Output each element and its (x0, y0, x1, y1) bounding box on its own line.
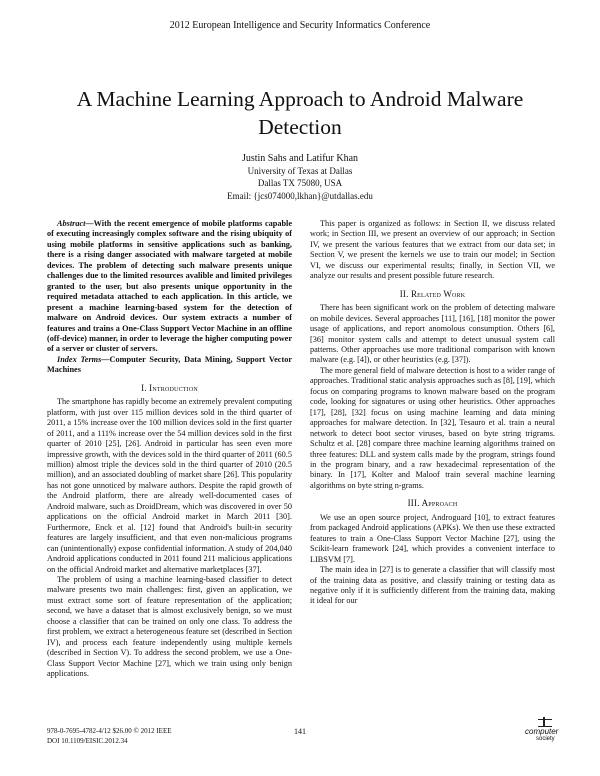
intro-paragraph-3: This paper is organized as follows: in Section II, we discuss related work; in Section III, we present an overview of our approach; in Section IV, we present the various features that we extract from our data set; in Section V, we present the kernels we use to train our model; in Section VI, we discuss our experimental results; finally, in Section VII, we analyze our results and present possible future research. (310, 219, 555, 281)
approach-paragraph-1: We use an open source project, Androguard [10], to extract features from packaged Android applications (APKs). We then use these extracted features to train a One-Class Support Vector Machine [27], using the Scikit-learn framework [24], which provides a convenient interface to LIBSVM [7]. (310, 512, 555, 564)
index-terms (47, 355, 292, 376)
author-email: Email: {jcs074000,lkhan}@utdallas.edu (227, 190, 373, 201)
author-block (0, 152, 600, 202)
logo-line-1: computer (525, 727, 559, 736)
author-affiliation: University of Texas at Dallas (247, 166, 353, 176)
right-column (310, 219, 555, 607)
footer-doi: DOI 10.1109/EISIC.2012.34 (47, 736, 128, 745)
computer-society-mark-icon (538, 719, 552, 727)
abstract-label: Abstract (57, 219, 86, 228)
left-column (47, 219, 292, 679)
related-paragraph-1: There has been significant work on the problem of detecting malware on mobile devices. Several approaches [11], [16], [18] monitor the power usage of applications, and report anomolous consumption. Others [6], [36] monitor system calls and attempt to detect unusual system call patterns. Other approaches use more traditional comparison with known malware (e.g. [4]), or other heuristics (e.g. [37]). (310, 303, 555, 365)
page-number: 141 (294, 727, 306, 736)
footer-copyright (47, 727, 172, 746)
footer-isbn: 978-0-7695-4782-4/12 $26.00 © 2012 IEEE (47, 727, 172, 735)
author-address: Dallas TX 75080, USA (257, 178, 343, 189)
section-heading-introduction: I. Introduction (141, 382, 198, 393)
computer-society-logo (525, 719, 573, 745)
index-terms-text: —Computer Security, Data Mining, Support Vector Machines (47, 354, 292, 375)
abstract-text: —With the recent emergence of mobile platforms capable of executing increasingly complex software and the rising ubiquity of using mobile platforms in sensitive applications such as banking, there is a rising danger associated with malware targeted at mobile devices. The problem of detecting such malware presents unique challenges due to the limited resources avalible and limited privileges granted to the user, but also presents unique opportunity in the required metadata attached to each application. In this article, we present a machine learning-based system for the detection of malware on Android devices. Our system extracts a number of features and trains a One-Class Support Vector Machine in an offline (off-device) manner, in order to leverage the higher computing power of a server or cluster of servers. (47, 219, 292, 354)
intro-paragraph-2: The problem of using a machine learning-based classifier to detect malware presents two main challenges: first, given an application, we must extract some sort of feature representation of the application; second, we have a dataset that is almost exclusively benign, so we must choose a classifier that can be trained on only one class. To address the first problem, we extract a heterogeneous feature set (described in Section IV), and process each feature independently using multiple kernels (described in Section V). To address the second problem, we use a One-Class Support Vector Machine [27], which we train using only benign applications. (47, 574, 292, 679)
conference-header: 2012 European Intelligence and Security Informatics Conference (169, 20, 431, 31)
intro-paragraph-1: The smartphone has rapidly become an extremely prevalent computing platform, with just over 115 million devices sold in the third quarter of 2011, a 15% increase over the 100 million devices sold in the first quarter of 2011, and a 111% increase over the 54 million devices sold in the first quarter of 2010 [25], [26]. Android in particular has seen even more impressive growth, with the devices sold in the third quarter of 2011 (60.5 million) almost triple the devices sold in the third quarter of 2010 (20.5 million), and an associated doubling of market share [26]. This popularity has not gone unnoticed by malware authors. Despite the rapid growth of the Android platform, there are already well-documented cases of Android malware, such as DroidDream, which was discovered in over 50 applications on the official Android market in March 2011 [30]. Furthermore, Enck et al. [12] found that Android's built-in security features are largely insufficient, and that even non-malicious programs can (unintentionally) expose confidential information. A study of 204,040 Android applications conducted in 2011 found 211 malicious applications on the official Android market and alternative marketplaces [37]. (47, 397, 292, 574)
related-paragraph-2: The more general field of malware detection is host to a wider range of approaches. Traditional static analysis approaches such as [8], [19], which focus on comparing programs to known malware based on the program code, looking for signatures or using other heuristics. Other approaches [17], [28], [32] focus on using machine learning and data mining approaches for malware detection. In [32], Tesauro et al. train a neural network to detect boot sector viruses, based on byte string trigrams. Schultz et al. [28] compare three machine learning algorithms trained on three features: DLL and system calls made by the program, strings found in the program binary, and a raw hexadecimal representation of the binary. In [17], Kolter and Maloof train several machine learning algorithms on byte string n-grams. (310, 365, 555, 490)
section-heading-related-work: II. Related Work (399, 288, 466, 299)
logo-line-2: society (536, 736, 555, 742)
paper-title: A Machine Learning Approach to Android Malware Detection (76, 87, 524, 139)
approach-paragraph-2: The main idea in [27] is to generate a classifier that will classify most of the training data as positive, and classify training or testing data as negative only if it is sufficiently different from the training data, making it ideal for our (310, 565, 555, 606)
index-terms-label: Index Terms (57, 354, 102, 364)
section-heading-approach: III. Approach (407, 498, 458, 509)
abstract (47, 219, 292, 355)
author-names: Justin Sahs and Latifur Khan (241, 153, 359, 164)
